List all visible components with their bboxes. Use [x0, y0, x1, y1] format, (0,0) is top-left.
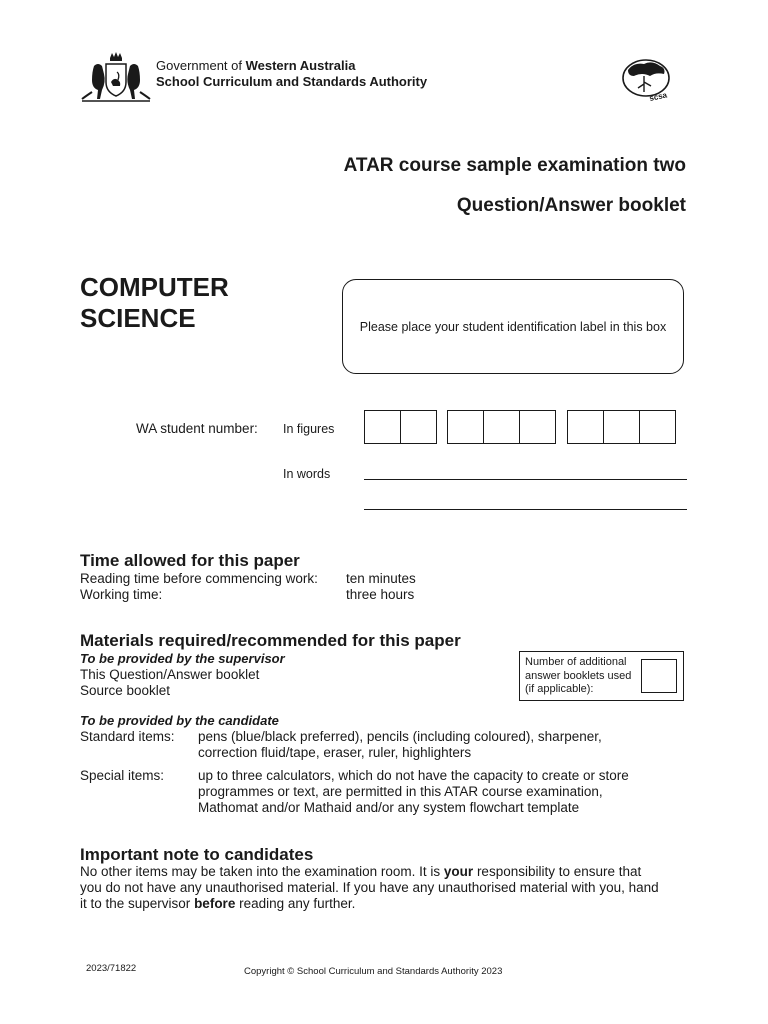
- reading-time-label: Reading time before commencing work:: [80, 571, 318, 586]
- additional-booklets-box: [519, 651, 684, 701]
- student-number-digits-group-1: [364, 410, 437, 444]
- wa-coat-of-arms-logo: [80, 52, 152, 104]
- note-text-line: No other items may be taken into the examination room. It is your responsibility to ensure that: [80, 864, 642, 879]
- exam-title: ATAR course sample examination two: [343, 155, 686, 176]
- digit-box[interactable]: [483, 410, 520, 444]
- government-name: Government of Western Australia: [156, 58, 356, 73]
- special-items-text: programmes or text, are permitted in this ATAR course examination,: [198, 784, 603, 799]
- standard-items-text: pens (blue/black preferred), pencils (including coloured), sharpener,: [198, 729, 602, 744]
- booklet-title: Question/Answer booklet: [456, 195, 686, 216]
- subject-title: COMPUTER SCIENCE: [80, 272, 229, 333]
- supervisor-heading: To be provided by the supervisor: [80, 651, 285, 666]
- reading-time-value: ten minutes: [346, 571, 416, 586]
- student-number-digits-group-2: [447, 410, 556, 444]
- digit-box[interactable]: [603, 410, 640, 444]
- digit-box[interactable]: [400, 410, 437, 444]
- time-heading: Time allowed for this paper: [80, 551, 300, 570]
- document-code: 2023/71822: [86, 963, 137, 974]
- candidate-heading: To be provided by the candidate: [80, 713, 279, 728]
- digit-box[interactable]: [639, 410, 676, 444]
- digit-box[interactable]: [567, 410, 604, 444]
- student-number-digits-group-3: [567, 410, 676, 444]
- working-time-value: three hours: [346, 587, 415, 602]
- special-items-text: up to three calculators, which do not have the capacity to create or store: [198, 768, 629, 783]
- digit-box[interactable]: [447, 410, 484, 444]
- note-text-line: you do not have any unauthorised material. If you have any unauthorised material with you, hand: [80, 880, 659, 895]
- additional-booklets-count-box[interactable]: [641, 659, 677, 693]
- in-words-line-1[interactable]: [364, 479, 687, 480]
- copyright-notice: Copyright © School Curriculum and Standards Authority 2023: [244, 966, 503, 977]
- working-time-label: Working time:: [80, 587, 163, 602]
- in-figures-label: In figures: [283, 422, 335, 436]
- supervisor-item: Source booklet: [80, 683, 171, 698]
- svg-text:scsa: scsa: [648, 90, 668, 103]
- note-heading: Important note to candidates: [80, 845, 314, 864]
- standard-items-text: correction fluid/tape, eraser, ruler, highlighters: [198, 745, 472, 760]
- scsa-logo: [620, 56, 682, 104]
- student-id-label-box: Please place your student identification label in this box: [342, 279, 684, 374]
- special-items-label: Special items:: [80, 768, 165, 783]
- digit-box[interactable]: [364, 410, 401, 444]
- digit-box[interactable]: [519, 410, 556, 444]
- supervisor-item: This Question/Answer booklet: [80, 667, 260, 682]
- special-items-text: Mathomat and/or Mathaid and/or any system flowchart template: [198, 800, 580, 815]
- in-words-line-2[interactable]: [364, 509, 687, 510]
- note-text-line: it to the supervisor before reading any further.: [80, 896, 356, 911]
- additional-booklets-label: Number of additional answer booklets used (if applicable):: [525, 656, 632, 695]
- in-words-label: In words: [283, 467, 331, 481]
- standard-items-label: Standard items:: [80, 729, 175, 744]
- materials-heading: Materials required/recommended for this paper: [80, 631, 461, 650]
- authority-name: School Curriculum and Standards Authority: [156, 74, 428, 89]
- student-number-label: WA student number:: [136, 421, 258, 436]
